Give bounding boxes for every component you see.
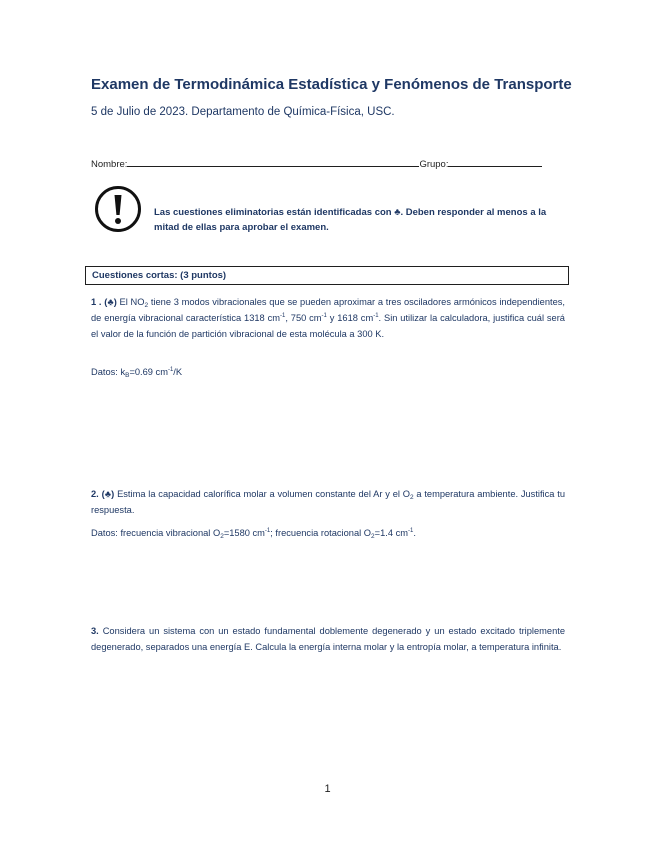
data-text: /K bbox=[173, 367, 183, 377]
question-3 bbox=[91, 623, 565, 655]
question-2-number: 2. bbox=[91, 489, 99, 499]
question-2-text: Estima la capacidad calorífica molar a volumen constante del Ar y el O bbox=[114, 489, 410, 499]
group-line bbox=[448, 157, 542, 167]
question-1-text: . Sin utilizar la calculadora, justifica cuál será el valor de la función de partición vibracional de esta molécula a 300 K. bbox=[91, 313, 565, 339]
data-text: =1580 cm bbox=[223, 528, 265, 538]
superscript: -1 bbox=[279, 313, 286, 319]
question-3-number: 3. bbox=[91, 626, 99, 636]
exam-title: Examen de Termodinámica Estadística y Fenómenos de Transporte bbox=[91, 76, 572, 93]
group-label: Grupo: bbox=[419, 159, 449, 170]
data-text: =1.4 cm bbox=[374, 528, 408, 538]
exam-subtitle: 5 de Julio de 2023. Departamento de Química-Física, USC. bbox=[91, 106, 395, 118]
superscript: -1 bbox=[373, 313, 379, 319]
question-1-text: , 750 cm bbox=[285, 313, 322, 323]
question-3-text: Considera un sistema con un estado fundamental doblemente degenerado y un estado excitado triplemente degenerado, separados una energía E. Calcula la energía interna molar y la entropía molar, a temperatura infinita. bbox=[91, 626, 565, 652]
question-2-text: a temperatura ambiente. Justifica tu respuesta. bbox=[91, 489, 565, 515]
data-text: Datos: frecuencia vibracional O bbox=[91, 528, 221, 538]
data-text: . bbox=[413, 528, 416, 538]
question-1 bbox=[91, 294, 565, 342]
data-text: =0.69 cm bbox=[129, 367, 168, 377]
name-group-row bbox=[91, 157, 542, 170]
question-2 bbox=[91, 486, 565, 518]
superscript: -1 bbox=[321, 313, 327, 319]
question-1-text: El NO bbox=[116, 297, 145, 307]
question-1-number: 1 . bbox=[91, 297, 102, 307]
superscript: -1 bbox=[408, 528, 414, 534]
subscript: 2 bbox=[371, 533, 375, 540]
exclamation-circle-icon bbox=[94, 185, 142, 233]
club-icon: (♣) bbox=[101, 489, 115, 499]
subscript: 2 bbox=[409, 494, 414, 501]
club-icon: (♣) bbox=[104, 297, 117, 307]
name-label: Nombre: bbox=[91, 159, 128, 170]
name-line bbox=[127, 157, 419, 167]
superscript: -1 bbox=[167, 367, 174, 373]
subscript: 2 bbox=[144, 302, 149, 309]
subscript: B bbox=[125, 372, 130, 379]
page-number: 1 bbox=[324, 783, 331, 795]
superscript: -1 bbox=[264, 528, 271, 534]
data-text: ; frecuencia rotacional O bbox=[270, 528, 372, 538]
notice-text: Las cuestiones eliminatorias están identificadas con ♣. Deben responder al menos a la mitad de ellas para aprobar el examen. bbox=[154, 207, 547, 233]
question-1-data bbox=[91, 367, 565, 377]
section-title: Cuestiones cortas: (3 puntos) bbox=[92, 270, 227, 281]
question-2-data bbox=[91, 528, 565, 538]
question-1-text: y 1618 cm bbox=[326, 313, 374, 323]
subscript: 2 bbox=[220, 533, 224, 540]
question-1-text: tiene 3 modos vibracionales que se pueden aproximar a tres osciladores armónicos independientes, de energía vibracional característica 1318 cm bbox=[91, 297, 565, 323]
data-text: Datos: k bbox=[91, 367, 126, 377]
